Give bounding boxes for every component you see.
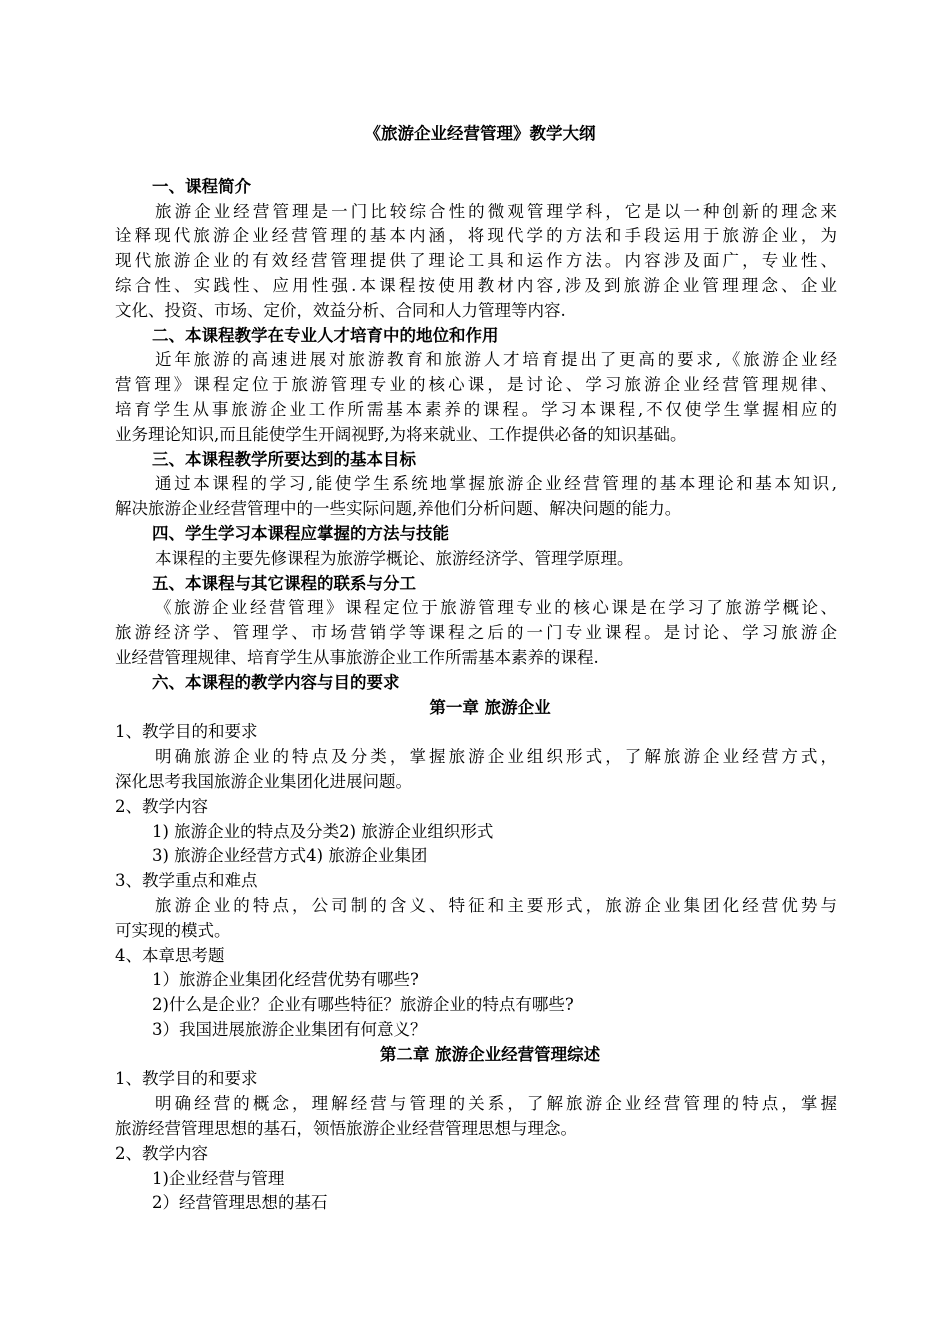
paragraph-line: 旅游企业的特点，公司制的含义、特征和主要形式，旅游企业集团化经营优势与 (155, 895, 837, 915)
paragraph-line: 综合性、实践性、应用性强.本课程按使用教材内容,涉及到旅游企业管理理念、企业 (115, 275, 837, 295)
list-item: 2)什么是企业？企业有哪些特征？旅游企业的特点有哪些? (152, 995, 574, 1015)
list-item: 2）经营管理思想的基石 (152, 1193, 328, 1213)
paragraph-line: 培育学生从事旅游企业工作所需基本素养的课程。学习本课程,不仅使学生掌握相应的 (115, 399, 837, 419)
list-item: 1)企业经营与管理 (152, 1168, 285, 1188)
paragraph-line: 现代旅游企业的有效经营管理提供了理论工具和运作方法。内容涉及面广，专业性、 (115, 251, 837, 271)
list-item: 3) 旅游企业经营方式4) 旅游企业集团 (152, 846, 428, 866)
section-heading-relations: 五、本课程与其它课程的联系与分工 (152, 573, 416, 593)
paragraph-line: 文化、投资、市场、定价，效益分析、合同和人力管理等内容. (115, 300, 566, 320)
paragraph-line: 旅游经营管理思想的基石，领悟旅游企业经营管理思想与理念。 (115, 1119, 577, 1139)
subsection-label: 3、教学重点和难点 (115, 871, 258, 891)
paragraph-line: 本课程的主要先修课程为旅游学概论、旅游经济学、管理学原理。 (155, 548, 634, 568)
section-heading-role: 二、本课程教学在专业人才培育中的地位和作用 (152, 325, 499, 345)
subsection-label: 4、本章思考题 (115, 945, 225, 965)
document-body (115, 122, 837, 1216)
paragraph-line: 通过本课程的学习,能使学生系统地掌握旅游企业经营管理的基本理论和基本知识, (155, 474, 837, 494)
list-item: 1) 旅游企业的特点及分类2) 旅游企业组织形式 (152, 821, 494, 841)
chapter-title: 第一章 旅游企业 (429, 697, 551, 717)
paragraph-line: 解决旅游企业经营管理中的一些实际问题,养他们分析问题、解决问题的能力。 (115, 499, 682, 519)
paragraph-line: 业经营管理规律、培育学生从事旅游企业工作所需基本素养的课程. (115, 647, 599, 667)
paragraph-line: 明确经营的概念，理解经营与管理的关系，了解旅游企业经营管理的特点，掌握 (155, 1094, 837, 1114)
paragraph-line: 明确旅游企业的特点及分类，掌握旅游企业组织形式，了解旅游企业经营方式， (155, 747, 837, 767)
subsection-label: 2、教学内容 (115, 796, 208, 816)
paragraph-line: 深化思考我国旅游企业集团化进展问题。 (115, 771, 412, 791)
section-heading-goals: 三、本课程教学所要达到的基本目标 (152, 449, 416, 469)
paragraph-line: 《旅游企业经营管理》课程定位于旅游管理专业的核心课是在学习了旅游学概论、 (155, 598, 837, 618)
chapter-title: 第二章 旅游企业经营管理综述 (379, 1044, 601, 1064)
section-heading-content: 六、本课程的教学内容与目的要求 (152, 672, 400, 692)
paragraph-line: 诠释现代旅游企业经营管理的基本内涵，将现代学的方法和手段运用于旅游企业，为 (115, 226, 837, 246)
paragraph-line: 业务理论知识,而且能使学生开阔视野,为将来就业、工作提供必备的知识基础。 (115, 424, 687, 444)
paragraph-line: 旅游经济学、管理学、市场营销学等课程之后的一门专业课程。是讨论、学习旅游企 (115, 623, 837, 643)
paragraph-line: 近年旅游的高速进展对旅游教育和旅游人才培育提出了更高的要求,《旅游企业经 (155, 350, 837, 370)
section-heading-intro: 一、课程简介 (152, 176, 251, 196)
list-item: 1）旅游企业集团化经营优势有哪些? (152, 970, 419, 990)
list-item: 3）我国进展旅游企业集团有何意义？ (152, 1019, 427, 1039)
subsection-label: 2、教学内容 (115, 1143, 208, 1163)
paragraph-line: 可实现的模式。 (115, 920, 231, 940)
subsection-label: 1、教学目的和要求 (115, 1069, 258, 1089)
paragraph-line: 营管理》课程定位于旅游管理专业的核心课，是讨论、学习旅游企业经营管理规律、 (115, 375, 837, 395)
subsection-label: 1、教学目的和要求 (115, 722, 258, 742)
section-heading-methods: 四、学生学习本课程应掌握的方法与技能 (152, 523, 449, 543)
document-title: 《旅游企业经营管理》教学大纲 (364, 124, 596, 143)
paragraph-line: 旅游企业经营管理是一门比较综合性的微观管理学科，它是以一种创新的理念来 (155, 201, 837, 221)
